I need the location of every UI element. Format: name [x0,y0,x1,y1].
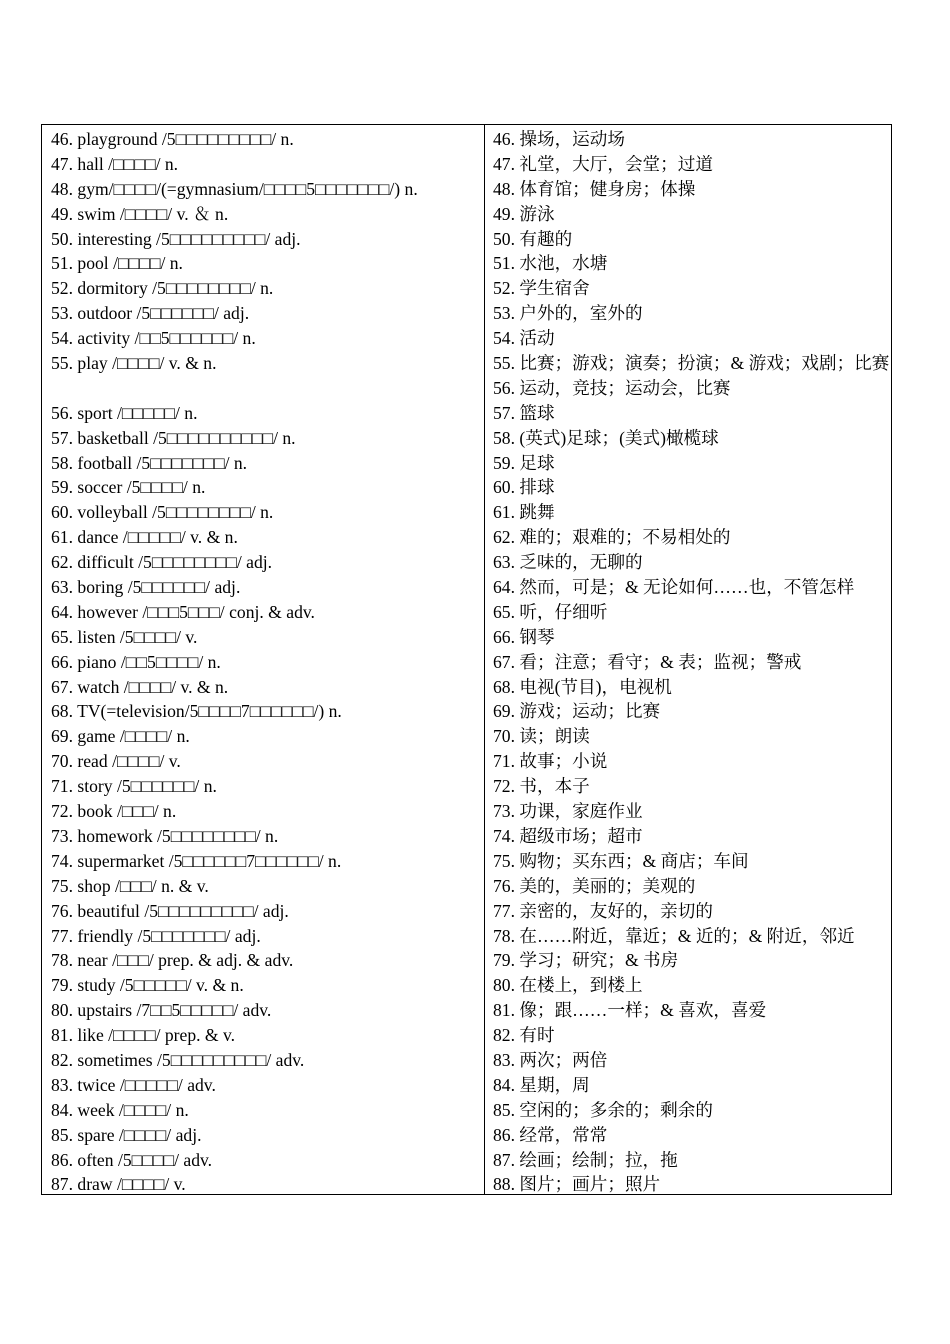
chinese-column [485,125,891,1194]
chinese-entry: 62. 难的；艰难的；不易相处的 [493,527,731,548]
chinese-entry: 68. 电视(节目)，电视机 [493,676,672,697]
english-entry: 62. difficult /5□□□□□□□□/ adj. [51,552,273,573]
english-entry: 53. outdoor /5□□□□□□/ adj. [51,303,250,324]
english-entry: 73. homework /5□□□□□□□□/ n. [51,825,279,846]
chinese-entry: 63. 乏味的，无聊的 [493,552,643,573]
english-entry: 82. sometimes /5□□□□□□□□□/ adv. [51,1049,305,1070]
english-entry: 72. book /□□□/ n. [51,801,177,822]
chinese-entry: 50. 有趣的 [493,228,573,249]
chinese-entry: 74. 超级市场；超市 [493,825,643,846]
chinese-entry: 48. 体育馆；健身房；体操 [493,178,696,199]
chinese-entry: 69. 游戏；运动；比赛 [493,701,661,722]
english-entry: 80. upstairs /7□□5□□□□□/ adv. [51,1000,272,1021]
chinese-entry: 77. 亲密的，友好的，亲切的 [493,900,713,921]
chinese-entry: 80. 在楼上，到楼上 [493,975,643,996]
chinese-entry: 81. 像；跟……一样；& 喜欢，喜爱 [493,1000,767,1021]
english-entry: 68. TV(=television/5□□□□7□□□□□□/) n. [51,701,342,722]
english-entry: 65. listen /5□□□□/ v. [51,626,198,647]
chinese-entry: 58. (英式)足球；(美式)橄榄球 [493,427,719,448]
chinese-entry: 64. 然而，可是；& 无论如何……也，不管怎样 [493,577,855,598]
chinese-entry: 47. 礼堂，大厅，会堂；过道 [493,153,713,174]
english-entry: 55. play /□□□□/ v. & n. [51,353,217,374]
english-entry: 63. boring /5□□□□□□/ adj. [51,577,241,598]
english-entry: 70. read /□□□□/ v. [51,751,181,772]
english-entry: 66. piano /□□5□□□□/ n. [51,651,221,672]
chinese-entry: 54. 活动 [493,328,555,349]
chinese-entry: 49. 游泳 [493,203,555,224]
chinese-entry: 53. 户外的，室外的 [493,303,643,324]
english-entry: 59. soccer /5□□□□/ n. [51,477,206,498]
english-entry: 71. story /5□□□□□□/ n. [51,776,217,797]
english-entry: 77. friendly /5□□□□□□□/ adj. [51,925,261,946]
english-entry: 57. basketball /5□□□□□□□□□□/ n. [51,427,296,448]
chinese-entry: 88. 图片；画片；照片 [493,1174,661,1195]
chinese-entry: 61. 跳舞 [493,502,555,523]
chinese-entry: 46. 操场，运动场 [493,129,625,149]
english-entry: 84. week /□□□□/ n. [51,1099,189,1120]
english-entry: 48. gym/□□□□/(=gymnasium/□□□□5□□□□□□□/) n. [51,178,418,199]
english-entry: 64. however /□□□5□□□/ conj. & adv. [51,601,315,622]
english-entry: 78. near /□□□/ prep. & adj. & adv. [51,950,294,971]
english-entry: 61. dance /□□□□□/ v. & n. [51,527,238,548]
chinese-entry: 73. 功课，家庭作业 [493,801,643,822]
vocabulary-table [41,124,892,1195]
chinese-entry: 51. 水池，水塘 [493,253,608,274]
chinese-entry: 71. 故事；小说 [493,751,608,772]
english-entry: 50. interesting /5□□□□□□□□□/ adj. [51,228,301,249]
english-entry: 51. pool /□□□□/ n. [51,253,183,274]
chinese-entry: 76. 美的，美丽的；美观的 [493,875,696,896]
chinese-entry: 87. 绘画；绘制；拉，拖 [493,1149,678,1170]
english-entry: 79. study /5□□□□□/ v. & n. [51,975,244,996]
chinese-entry: 83. 两次；两倍 [493,1049,608,1070]
english-entry: 46. playground /5□□□□□□□□□/ n. [51,129,294,149]
chinese-entry: 65. 听，仔细听 [493,601,608,622]
chinese-entry: 86. 经常，常常 [493,1124,608,1145]
chinese-entry: 82. 有时 [493,1025,555,1046]
chinese-entry: 52. 学生宿舍 [493,278,590,299]
english-entry: 54. activity /□□5□□□□□□/ n. [51,328,256,349]
english-entry [51,376,484,401]
chinese-entry: 84. 星期，周 [493,1074,590,1095]
english-entry: 81. like /□□□□/ prep. & v. [51,1025,236,1046]
chinese-entry: 85. 空闲的；多余的；剩余的 [493,1099,713,1120]
chinese-entry: 75. 购物；买东西；& 商店；车间 [493,850,749,871]
chinese-entry: 66. 钢琴 [493,626,555,647]
english-entry: 67. watch /□□□□/ v. & n. [51,676,229,697]
chinese-entry: 78. 在……附近，靠近；& 近的；& 附近，邻近 [493,925,855,946]
chinese-entry: 56. 运动，竞技；运动会，比赛 [493,377,731,398]
chinese-entry: 70. 读；朗读 [493,726,590,747]
chinese-entry: 67. 看；注意；看守；& 表；监视；警戒 [493,651,802,672]
english-entry: 52. dormitory /5□□□□□□□□/ n. [51,278,274,299]
english-entry: 83. twice /□□□□□/ adv. [51,1074,216,1095]
chinese-entry: 57. 篮球 [493,402,555,423]
english-column [42,125,485,1194]
english-entry: 49. swim /□□□□/ v. ＆ n. [51,203,229,224]
english-entry: 87. draw /□□□□/ v. [51,1174,186,1195]
english-entry: 47. hall /□□□□/ n. [51,153,179,174]
english-entry: 58. football /5□□□□□□□/ n. [51,452,248,473]
chinese-entry: 59. 足球 [493,452,555,473]
english-entry: 85. spare /□□□□/ adj. [51,1124,202,1145]
chinese-entry: 60. 排球 [493,477,555,498]
english-entry: 69. game /□□□□/ n. [51,726,190,747]
english-entry: 74. supermarket /5□□□□□□7□□□□□□/ n. [51,850,342,871]
english-entry: 60. volleyball /5□□□□□□□□/ n. [51,502,274,523]
english-entry: 75. shop /□□□/ n. & v. [51,875,209,896]
english-entry: 76. beautiful /5□□□□□□□□□/ adj. [51,900,289,921]
english-entry: 86. often /5□□□□/ adv. [51,1149,213,1170]
english-entry: 56. sport /□□□□□/ n. [51,402,198,423]
chinese-entry: 72. 书，本子 [493,776,590,797]
chinese-entry: 79. 学习；研究；& 书房 [493,950,679,971]
chinese-entry: 55. 比赛；游戏；演奏；扮演；& 游戏；戏剧；比赛 [493,353,890,374]
